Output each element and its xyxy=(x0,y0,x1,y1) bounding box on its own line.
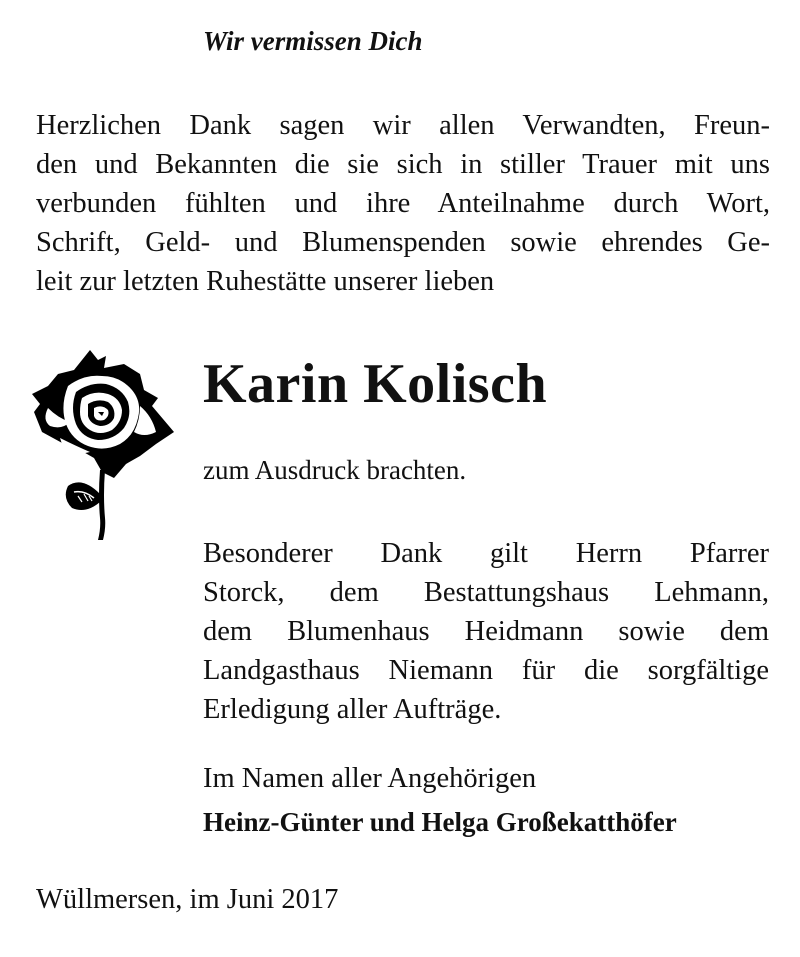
thanks-line: Besonderer Dank gilt Herrn Pfarrer xyxy=(203,538,769,569)
place-date: Wüllmersen, im Juni 2017 xyxy=(36,884,339,915)
thanks-line: dem Blumenhaus Heidmann sowie dem xyxy=(203,616,769,647)
rose-icon xyxy=(28,346,178,546)
intro-line: leit zur letzten Ruhestätte unserer lieben xyxy=(36,266,495,297)
deceased-name: Karin Kolisch xyxy=(203,353,548,415)
intro-line: den und Bekannten die sie sich in stiller Trauer mit uns xyxy=(36,149,770,180)
headline: Wir vermissen Dich xyxy=(203,26,423,56)
intro-line: verbunden fühlten und ihre Anteilnahme durch Wort, xyxy=(36,188,770,219)
special-thanks-paragraph xyxy=(203,534,769,729)
thanks-line: Storck, dem Bestattungshaus Lehmann, xyxy=(203,577,769,608)
after-name-text: zum Ausdruck brachten. xyxy=(203,455,467,485)
thanks-line: Landgasthaus Niemann für die sorgfältige xyxy=(203,655,769,686)
signoff-names: Heinz-Günter und Helga Großekatthöfer xyxy=(203,807,677,837)
signoff-intro: Im Namen aller Angehörigen xyxy=(203,763,537,794)
thanks-line: Erledigung aller Aufträge. xyxy=(203,694,502,725)
intro-paragraph xyxy=(36,106,770,301)
intro-line: Schrift, Geld- und Blumenspenden sowie ehrendes Ge- xyxy=(36,227,770,258)
intro-line: Herzlichen Dank sagen wir allen Verwandten, Freun- xyxy=(36,110,770,141)
